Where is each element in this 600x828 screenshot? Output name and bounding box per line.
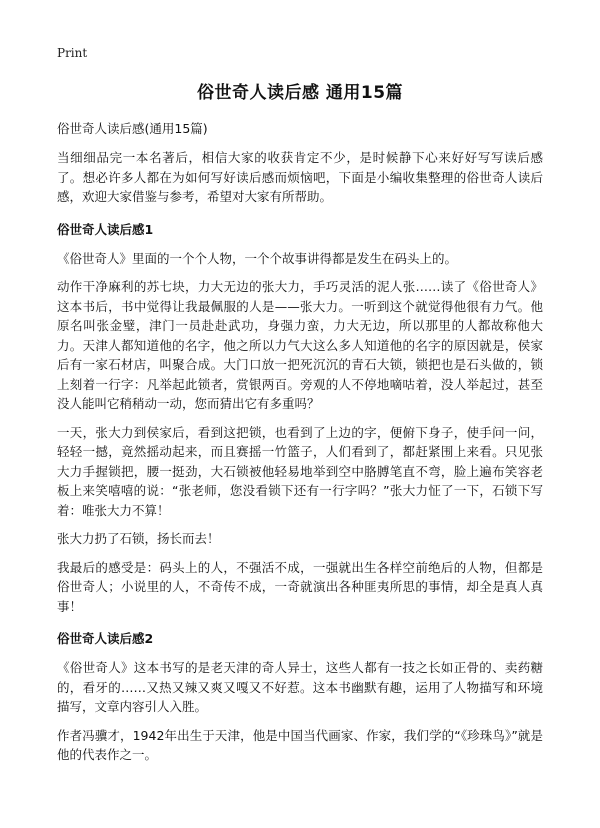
print-link[interactable]: Print <box>57 46 88 60</box>
body-paragraph: 《俗世奇人》这本书写的是老天津的奇人异士，这些人都有一技之长如正骨的、卖药糖的，看牙的……又热又辣又爽又嘎又不好惹。这本书幽默有趣，运用了人物描写和环境描写，文章内容引人入胜。 <box>57 660 543 714</box>
article-subtitle: 俗世奇人读后感(通用15篇) <box>57 121 208 136</box>
page-title: 俗世奇人读后感 通用15篇 <box>196 83 404 103</box>
body-paragraph: 我最后的感受是：码头上的人，不强活不成，一强就出生各样空前绝后的人物，但都是俗世奇人；小说里的人，不奇传不成，一奇就演出各种匪夷所思的事情，却全是真人真事！ <box>57 559 543 614</box>
section-heading: 俗世奇人读后感2 <box>57 631 154 646</box>
body-paragraph: 动作干净麻利的苏七块，力大无边的张大力，手巧灵活的泥人张……读了《俗世奇人》这本书后，书中觉得让我最佩服的人是——张大力。一听到这个就觉得他很有力气。他原名叫张金璧，津门一员赴赴武功，身强力蛮，力大无边，所以那里的人都故称他大力。天津人都知道他的名字，他之所以力气大这么多人知道他的名字的原因就是，侯家后有一家石材店，叫聚合成。大门口放一把死沉沉的青石大锁，锁把也是石头做的，锁上刻着一行字：凡举起此锁者，赏银两百。旁观的人不停地嘀咕着，没人举起过，甚至没人能叫它稍稍动一动，您而猜出它有多重吗？ <box>57 279 543 411</box>
article-body <box>57 120 543 774</box>
body-paragraph: 张大力扔了石锁，扬长而去！ <box>57 531 220 546</box>
body-paragraph: 作者冯骥才，1942年出生于天津，他是中国当代画家、作家，我们学的“《珍珠鸟》”就是他的代表作之一。 <box>57 727 543 762</box>
body-paragraph: 《俗世奇人》里面的一个个人物，一个个故事讲得都是发生在码头上的。 <box>57 250 458 266</box>
intro-paragraph: 当细细品完一本名著后，相信大家的收获肯定不少，是时候静下心来好好写写读后感了。想必许多人都在为如何写好读后感而烦恼吧，下面是小编收集整理的俗世奇人读后感，欢迎大家借鉴与参考，希望对大家有所帮助。 <box>57 150 543 204</box>
body-paragraph: 一天，张大力到侯家后，看到这把锁，也看到了上边的字，便俯下身子，使手问一问，轻轻一撼，竟然摇动起来，而且赛摇一竹篮子，人们看到了，都赶紧围上来看。只见张大力手握锁把，腰一挺劲，大石锁被他轻易地举到空中胳膊笔直不弯，脸上遍布笑容老板上来笑嘻嘻的说：“张老师，您没看锁下还有一行字吗？”张大力怔了一下，石锁下写着：唯张大力不算！ <box>57 424 543 518</box>
section-heading: 俗世奇人读后感1 <box>57 221 154 237</box>
